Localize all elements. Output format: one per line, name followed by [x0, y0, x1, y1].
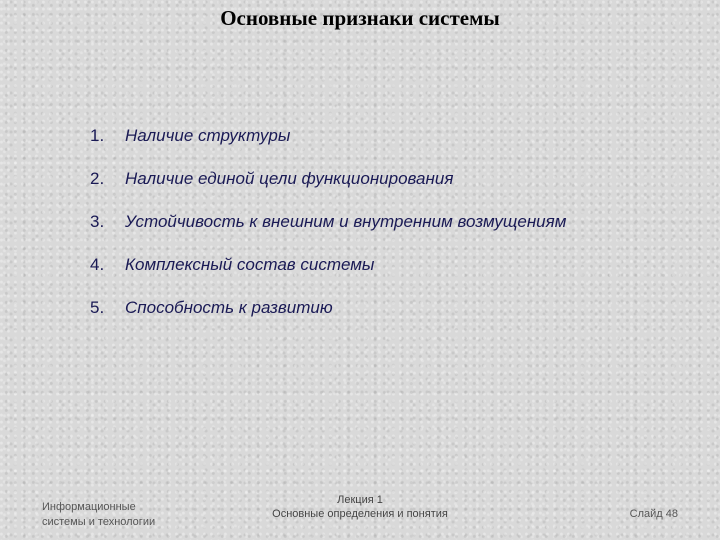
item-text: Устойчивость к внешним и внутренним возмущениям — [125, 212, 567, 231]
item-text: Способность к развитию — [125, 298, 333, 317]
slide-title: Основные признаки системы — [220, 6, 500, 30]
item-number: 5. — [90, 298, 105, 317]
list-item — [90, 212, 566, 255]
list-item — [90, 255, 566, 298]
footer-course-line2: системы и технологии — [42, 516, 156, 528]
features-list — [90, 126, 566, 341]
footer-lecture-title: Основные определения и понятия — [272, 508, 448, 520]
item-text: Комплексный состав системы — [125, 255, 375, 274]
footer-course-line1: Информационные — [42, 501, 136, 513]
item-text: Наличие структуры — [125, 126, 291, 145]
item-text: Наличие единой цели функционирования — [125, 169, 454, 188]
item-number: 4. — [90, 255, 105, 274]
list-item — [90, 126, 566, 169]
footer-lecture — [200, 493, 520, 521]
item-number: 2. — [90, 169, 105, 188]
list-item — [90, 298, 566, 341]
item-number: 3. — [90, 212, 105, 231]
item-number: 1. — [90, 126, 105, 145]
slide-number: Слайд 48 — [629, 508, 678, 520]
footer-course-name — [42, 500, 155, 530]
list-item — [90, 169, 566, 212]
footer-lecture-number: Лекция 1 — [337, 494, 383, 506]
